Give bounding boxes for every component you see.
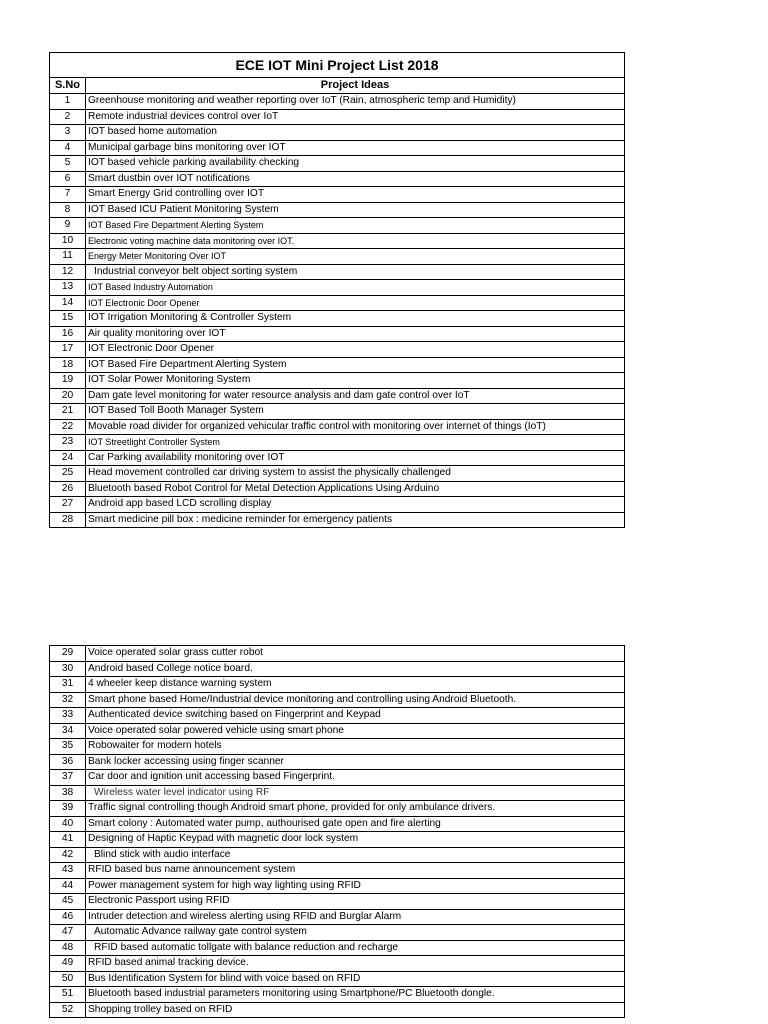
table-row bbox=[50, 723, 625, 739]
row-number: 29 bbox=[50, 646, 86, 662]
project-idea: IOT Streetlight Controller System bbox=[86, 435, 625, 451]
project-idea: Dam gate level monitoring for water resource analysis and dam gate control over IoT bbox=[86, 388, 625, 404]
table-row bbox=[50, 940, 625, 956]
table-row bbox=[50, 280, 625, 296]
table-row bbox=[50, 218, 625, 234]
row-number: 14 bbox=[50, 295, 86, 311]
header-row bbox=[50, 78, 625, 94]
table-row bbox=[50, 832, 625, 848]
project-idea: Air quality monitoring over IOT bbox=[86, 326, 625, 342]
row-number: 6 bbox=[50, 171, 86, 187]
table-row bbox=[50, 357, 625, 373]
row-number: 7 bbox=[50, 187, 86, 203]
project-idea: IOT Based Industry Automation bbox=[86, 280, 625, 296]
table-row bbox=[50, 1002, 625, 1018]
table-row bbox=[50, 125, 625, 141]
project-idea: Bluetooth based Robot Control for Metal Detection Applications Using Arduino bbox=[86, 481, 625, 497]
title-row bbox=[50, 53, 625, 78]
table-row bbox=[50, 692, 625, 708]
table-row bbox=[50, 342, 625, 358]
table-row bbox=[50, 171, 625, 187]
project-idea: Robowaiter for modern hotels bbox=[86, 739, 625, 755]
table-row bbox=[50, 264, 625, 280]
table-row bbox=[50, 466, 625, 482]
project-idea: Bus Identification System for blind with voice based on RFID bbox=[86, 971, 625, 987]
table-row bbox=[50, 847, 625, 863]
table-row bbox=[50, 512, 625, 528]
row-number: 48 bbox=[50, 940, 86, 956]
project-table-2 bbox=[49, 645, 625, 1018]
table-row bbox=[50, 770, 625, 786]
project-idea: RFID based animal tracking device. bbox=[86, 956, 625, 972]
project-idea: IOT Irrigation Monitoring & Controller System bbox=[86, 311, 625, 327]
row-number: 22 bbox=[50, 419, 86, 435]
row-number: 35 bbox=[50, 739, 86, 755]
table-row bbox=[50, 435, 625, 451]
row-number: 10 bbox=[50, 233, 86, 249]
project-idea: Car door and ignition unit accessing based Fingerprint. bbox=[86, 770, 625, 786]
row-number: 50 bbox=[50, 971, 86, 987]
row-number: 38 bbox=[50, 785, 86, 801]
project-idea: Electronic Passport using RFID bbox=[86, 894, 625, 910]
row-number: 33 bbox=[50, 708, 86, 724]
project-idea: Voice operated solar grass cutter robot bbox=[86, 646, 625, 662]
table-row bbox=[50, 816, 625, 832]
project-idea: IOT Solar Power Monitoring System bbox=[86, 373, 625, 389]
table-row bbox=[50, 785, 625, 801]
table-row bbox=[50, 187, 625, 203]
table-row bbox=[50, 373, 625, 389]
project-idea: IOT based vehicle parking availability checking bbox=[86, 156, 625, 172]
row-number: 16 bbox=[50, 326, 86, 342]
project-idea: IOT Based Toll Booth Manager System bbox=[86, 404, 625, 420]
row-number: 4 bbox=[50, 140, 86, 156]
project-idea: Android based College notice board. bbox=[86, 661, 625, 677]
table-row bbox=[50, 646, 625, 662]
table-row bbox=[50, 94, 625, 110]
project-idea: Traffic signal controlling though Android smart phone, provided for only ambulance drivers. bbox=[86, 801, 625, 817]
table-row bbox=[50, 311, 625, 327]
table-row bbox=[50, 326, 625, 342]
table-row bbox=[50, 156, 625, 172]
table-row bbox=[50, 754, 625, 770]
row-number: 15 bbox=[50, 311, 86, 327]
table-row bbox=[50, 419, 625, 435]
row-number: 42 bbox=[50, 847, 86, 863]
project-idea: Power management system for high way lighting using RFID bbox=[86, 878, 625, 894]
row-number: 25 bbox=[50, 466, 86, 482]
project-idea: Smart colony : Automated water pump, authourised gate open and fire alerting bbox=[86, 816, 625, 832]
project-idea: IOT Based Fire Department Alerting System bbox=[86, 218, 625, 234]
table-row bbox=[50, 404, 625, 420]
row-number: 39 bbox=[50, 801, 86, 817]
project-idea: IOT Based ICU Patient Monitoring System bbox=[86, 202, 625, 218]
table-row bbox=[50, 109, 625, 125]
project-idea: 4 wheeler keep distance warning system bbox=[86, 677, 625, 693]
row-number: 18 bbox=[50, 357, 86, 373]
table-row bbox=[50, 894, 625, 910]
row-number: 44 bbox=[50, 878, 86, 894]
row-number: 34 bbox=[50, 723, 86, 739]
row-number: 8 bbox=[50, 202, 86, 218]
row-number: 1 bbox=[50, 94, 86, 110]
row-number: 32 bbox=[50, 692, 86, 708]
project-idea: Electronic voting machine data monitoring over IOT. bbox=[86, 233, 625, 249]
table-row bbox=[50, 249, 625, 265]
table-row bbox=[50, 987, 625, 1003]
project-idea: Designing of Haptic Keypad with magnetic door lock system bbox=[86, 832, 625, 848]
row-number: 36 bbox=[50, 754, 86, 770]
project-idea: Smart medicine pill box : medicine reminder for emergency patients bbox=[86, 512, 625, 528]
row-number: 17 bbox=[50, 342, 86, 358]
row-number: 26 bbox=[50, 481, 86, 497]
project-idea: IOT Electronic Door Opener bbox=[86, 295, 625, 311]
project-idea: Blind stick with audio interface bbox=[86, 847, 625, 863]
project-idea: RFID based bus name announcement system bbox=[86, 863, 625, 879]
project-idea: Authenticated device switching based on Fingerprint and Keypad bbox=[86, 708, 625, 724]
row-number: 30 bbox=[50, 661, 86, 677]
table-row bbox=[50, 295, 625, 311]
row-number: 20 bbox=[50, 388, 86, 404]
table-row bbox=[50, 481, 625, 497]
header-sno: S.No bbox=[50, 78, 86, 94]
header-project-ideas: Project Ideas bbox=[86, 78, 625, 94]
table-row bbox=[50, 140, 625, 156]
table-row bbox=[50, 202, 625, 218]
row-number: 46 bbox=[50, 909, 86, 925]
table-row bbox=[50, 388, 625, 404]
table-row bbox=[50, 971, 625, 987]
row-number: 12 bbox=[50, 264, 86, 280]
row-number: 24 bbox=[50, 450, 86, 466]
project-idea: IOT Based Fire Department Alerting System bbox=[86, 357, 625, 373]
row-number: 5 bbox=[50, 156, 86, 172]
project-idea: Movable road divider for organized vehicular traffic control with monitoring over internet of things (IoT) bbox=[86, 419, 625, 435]
row-number: 9 bbox=[50, 218, 86, 234]
project-idea: Energy Meter Monitoring Over IOT bbox=[86, 249, 625, 265]
table-row bbox=[50, 708, 625, 724]
project-idea: Smart phone based Home/Industrial device monitoring and controlling using Android Bluetooth. bbox=[86, 692, 625, 708]
project-idea: Bluetooth based industrial parameters monitoring using Smartphone/PC Bluetooth dongle. bbox=[86, 987, 625, 1003]
row-number: 27 bbox=[50, 497, 86, 513]
row-number: 19 bbox=[50, 373, 86, 389]
table-row bbox=[50, 233, 625, 249]
project-idea: Municipal garbage bins monitoring over IOT bbox=[86, 140, 625, 156]
project-idea: Remote industrial devices control over IoT bbox=[86, 109, 625, 125]
project-idea: Smart Energy Grid controlling over IOT bbox=[86, 187, 625, 203]
project-idea: Industrial conveyor belt object sorting system bbox=[86, 264, 625, 280]
row-number: 45 bbox=[50, 894, 86, 910]
row-number: 47 bbox=[50, 925, 86, 941]
row-number: 52 bbox=[50, 1002, 86, 1018]
row-number: 28 bbox=[50, 512, 86, 528]
row-number: 40 bbox=[50, 816, 86, 832]
project-idea: IOT based home automation bbox=[86, 125, 625, 141]
project-idea: Android app based LCD scrolling display bbox=[86, 497, 625, 513]
project-idea: IOT Electronic Door Opener bbox=[86, 342, 625, 358]
row-number: 31 bbox=[50, 677, 86, 693]
row-number: 49 bbox=[50, 956, 86, 972]
project-idea: Greenhouse monitoring and weather reporting over IoT (Rain, atmospheric temp and Humidity) bbox=[86, 94, 625, 110]
table-title: ECE IOT Mini Project List 2018 bbox=[50, 53, 625, 78]
project-idea: Bank locker accessing using finger scanner bbox=[86, 754, 625, 770]
row-number: 2 bbox=[50, 109, 86, 125]
row-number: 51 bbox=[50, 987, 86, 1003]
project-idea: RFID based automatic tollgate with balance reduction and recharge bbox=[86, 940, 625, 956]
table-row bbox=[50, 661, 625, 677]
project-idea: Voice operated solar powered vehicle using smart phone bbox=[86, 723, 625, 739]
table-row bbox=[50, 739, 625, 755]
project-idea: Car Parking availability monitoring over IOT bbox=[86, 450, 625, 466]
row-number: 23 bbox=[50, 435, 86, 451]
project-idea: Smart dustbin over IOT notifications bbox=[86, 171, 625, 187]
table-row bbox=[50, 801, 625, 817]
row-number: 11 bbox=[50, 249, 86, 265]
project-idea: Head movement controlled car driving system to assist the physically challenged bbox=[86, 466, 625, 482]
row-number: 13 bbox=[50, 280, 86, 296]
project-idea: Shopping trolley based on RFID bbox=[86, 1002, 625, 1018]
table-row bbox=[50, 909, 625, 925]
project-table-1 bbox=[49, 52, 625, 528]
table-row bbox=[50, 450, 625, 466]
project-idea: Intruder detection and wireless alerting using RFID and Burglar Alarm bbox=[86, 909, 625, 925]
table-row bbox=[50, 878, 625, 894]
row-number: 3 bbox=[50, 125, 86, 141]
table-row bbox=[50, 863, 625, 879]
row-number: 43 bbox=[50, 863, 86, 879]
row-number: 41 bbox=[50, 832, 86, 848]
table-row bbox=[50, 677, 625, 693]
table-row bbox=[50, 956, 625, 972]
table-row bbox=[50, 925, 625, 941]
project-idea: Wireless water level indicator using RF bbox=[86, 785, 625, 801]
row-number: 37 bbox=[50, 770, 86, 786]
table-row bbox=[50, 497, 625, 513]
project-idea: Automatic Advance railway gate control system bbox=[86, 925, 625, 941]
row-number: 21 bbox=[50, 404, 86, 420]
